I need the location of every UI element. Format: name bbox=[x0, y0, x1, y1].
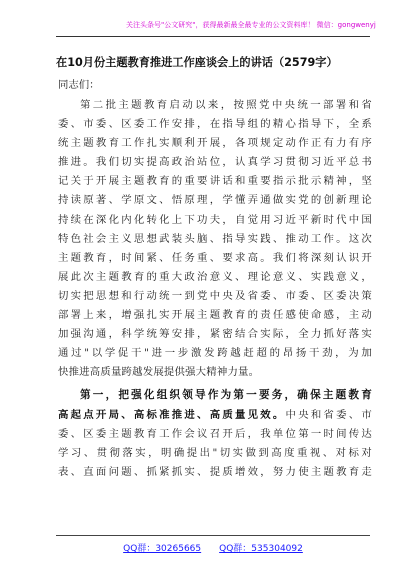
body-line: 推进。我们切实提高政治站位，认真学习贯彻习近平总书 bbox=[58, 156, 372, 169]
body-line: 委、区委主题教育工作会议召开后，我单位第一时间传达 bbox=[58, 427, 372, 440]
body-line: 学习、贯彻落实，明确提出"切实做到高度重视、对标对 bbox=[58, 446, 372, 459]
body-line: 快推进高质量跨越发展提供强大精神力量。 bbox=[58, 366, 260, 379]
body-line: 第二批主题教育启动以来，按照党中央统一部署和省 bbox=[80, 99, 372, 111]
section-heading-continued: 高起点开局、高标准推进、高质量见效。 bbox=[58, 408, 286, 421]
document-body bbox=[58, 96, 372, 482]
body-line: 通过"以学促干"进一步激发跨越赶超的昂扬干劲，为加 bbox=[58, 347, 372, 360]
salutation: 同志们： bbox=[58, 79, 100, 91]
footer-qq-group-1: QQ群：30265665 bbox=[123, 544, 202, 554]
footer-divider bbox=[56, 535, 370, 536]
body-line: 持读原著、学原文、悟原理，学懂弄通做实党的创新理论 bbox=[58, 194, 372, 207]
body-line: 加强沟通，科学统筹安排，紧密结合实际，全力抓好落实 bbox=[58, 328, 372, 341]
body-line: 特色社会主义思想武装头脑、指导实践、推动工作。这次 bbox=[58, 232, 372, 245]
section-heading-line bbox=[58, 406, 372, 425]
footer bbox=[56, 541, 370, 554]
section-heading: 第一，把强化组织领导作为第一要务，确保主题教育 bbox=[80, 389, 372, 402]
body-line: 表、直面问题、抓紧抓实、提质增效，努力使主题教育走 bbox=[58, 465, 372, 478]
section-heading-tail: 中央和省委、市 bbox=[285, 408, 372, 421]
body-line: 部署上来，增强扎实开展主题教育的责任感使命感，主动 bbox=[58, 309, 372, 322]
body-line: 主题教育，时间紧、任务重、要求高。我们将深刻认识开 bbox=[58, 251, 372, 264]
body-line: 记关于开展主题教育的重要讲话和重要指示批示精神，坚 bbox=[58, 175, 372, 188]
footer-qq-group-2: QQ群：535304092 bbox=[219, 544, 303, 554]
body-line: 统主题教育工作扎实顺利开展，各项规定动作正有力有序 bbox=[58, 137, 372, 150]
body-line: 持续在深化内化转化上下功夫，自觉用习近平新时代中国 bbox=[58, 213, 372, 226]
document-title: 在10月份主题教育推进工作座谈会上的讲话（2579字） bbox=[56, 56, 338, 69]
body-line: 切实把思想和行动统一到党中央及省委、市委、区委决策 bbox=[58, 289, 372, 302]
body-line: 委、市委、区委工作安排，在指导组的精心指导下，全系 bbox=[58, 118, 372, 131]
header-divider bbox=[56, 36, 370, 37]
header-banner: 关注头条号"公文研究"，获得最新最全最专业的公文资料库！ 微信：gongwenyj bbox=[126, 21, 376, 29]
body-line: 展此次主题教育的重大政治意义、理论意义、实践意义， bbox=[58, 270, 372, 283]
